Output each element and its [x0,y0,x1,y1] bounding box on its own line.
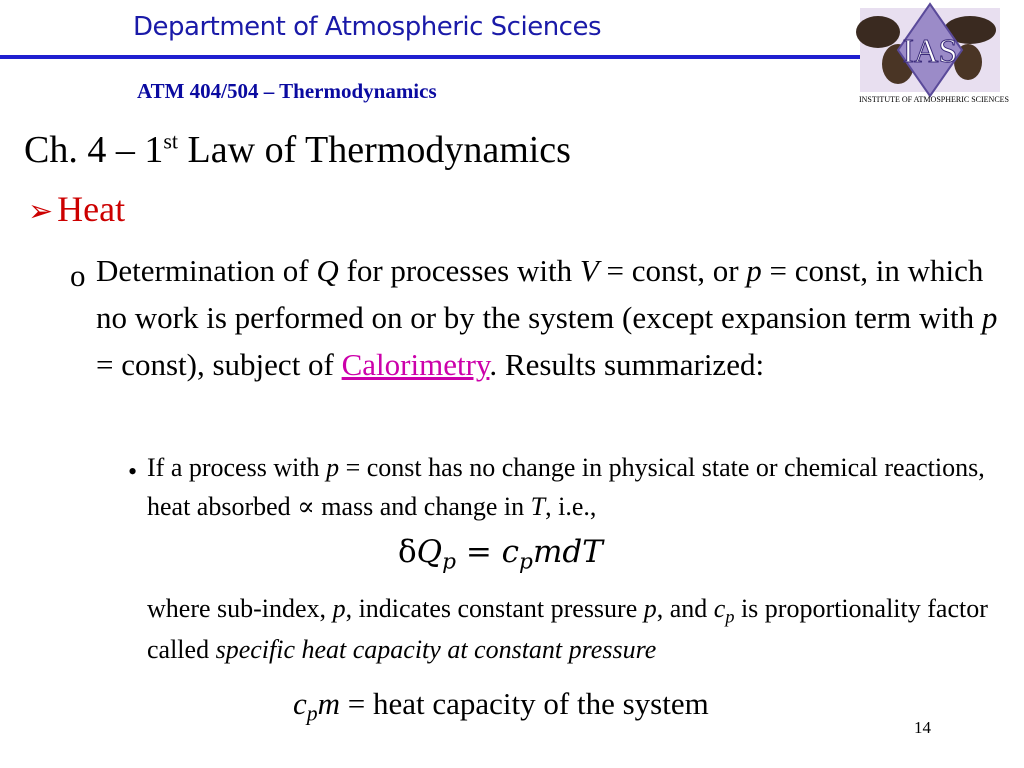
institute-logo [850,2,1024,106]
heat-capacity-equation: $c_pm$ = heat capacity of the system [293,686,709,726]
logo-caption: INSTITUTE OF ATMOSPHERIC SCIENCES [858,95,1010,104]
header-rule [0,55,860,59]
determination-paragraph: Determination of Q for processes with V = const, or p = const, in which no work is performed on or by the system (except expansion term with p = const), subject of Calorimetry. Results summarized: [96,253,998,382]
arrow-bullet-icon: ➢ [28,195,54,228]
bullet-marker: o [70,258,86,293]
course-title: ATM 404/504 – Thermodynamics [137,79,437,103]
heat-heading [28,188,125,233]
page-number: 14 [914,718,931,737]
heading-label: Heat [57,189,126,229]
process-paragraph: If a process with p = const has no change in physical state or chemical reactions, heat absorbed ∝ mass and change in T, i.e., [147,453,985,521]
calorimetry-link[interactable]: Calorimetry [341,347,490,382]
sub-bullet-marker: • [128,457,138,486]
logo-text: IAS [902,33,958,70]
slide-title: Ch. 4 – 1st Law of Thermodynamics [24,128,571,171]
explanation-paragraph: where sub-index, p, indicates constant pressure p, and $c_p$ is proportionality factor called specific heat capacity at constant pressure [147,594,988,664]
heat-equation: $\delta Q_p = c_pmdT$ [398,534,603,575]
department-header: Department of Atmospheric Sciences [133,12,602,42]
